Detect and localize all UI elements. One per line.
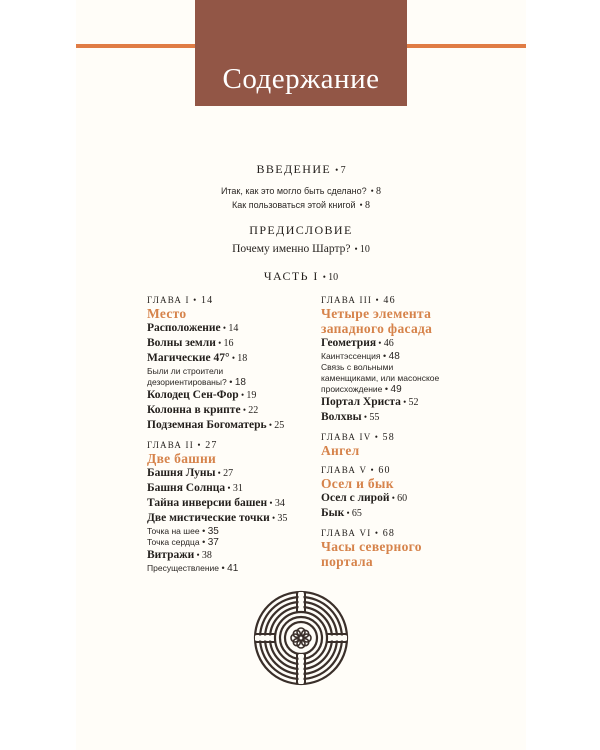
toc-subentry: Точка сердца • 37 (147, 537, 219, 548)
entry-label: Колодец Сен-Фор (147, 389, 239, 401)
entry-page: 49 (390, 384, 402, 395)
entry-page: 18 (237, 353, 248, 364)
chapter-page: 58 (382, 432, 395, 443)
chapter-number: ГЛАВА IV (321, 432, 372, 442)
toc-entry: Осел с лирой • 60 (321, 492, 408, 504)
entry-page: 34 (274, 498, 285, 509)
entry-label: Магические 47° (147, 352, 230, 364)
chapter-title: Четыре элемента западного фасада (321, 306, 433, 336)
chapter-title: Две башни (147, 451, 217, 466)
entry-label: дезориентированы? (147, 377, 227, 387)
entry-label: каменщиками, или масонское (321, 373, 440, 383)
entry-page: 48 (388, 351, 400, 362)
chapter-number: ГЛАВА II (147, 440, 194, 450)
entry-page: 65 (351, 508, 362, 519)
chapter-number: ГЛАВА III (321, 295, 373, 305)
preface-heading (76, 221, 526, 239)
toc-entry: Башня Солнца • 31 (147, 482, 243, 494)
chapter-title: Место (147, 306, 187, 321)
entry-label: Колонна в крипте (147, 404, 241, 416)
intro-heading: ВВЕДЕНИЕ • 7 (256, 162, 346, 176)
chapter-title: Часы северного портала (321, 539, 422, 569)
chapter-title: Ангел (321, 443, 360, 458)
chapter-number: ГЛАВА I (147, 295, 190, 305)
chapter-label: ГЛАВА II • 27 (147, 440, 218, 451)
entry-label: Башня Луны (147, 467, 216, 479)
toc-subentry (321, 362, 446, 373)
entry-page: 22 (248, 405, 259, 416)
entry-page: 41 (227, 563, 239, 574)
chapter-label: ГЛАВА I • 14 (147, 295, 214, 306)
toc-subentry: происхождение • 49 (321, 384, 402, 395)
entry-page: 60 (397, 493, 408, 504)
toc-entry: Волхвы • 55 (321, 411, 380, 423)
toc-entry: Колодец Сен-Фор • 19 (147, 389, 257, 401)
toc-entry: Подземная Богоматерь • 25 (147, 419, 285, 431)
entry-page: 52 (408, 397, 419, 408)
entry-label: Связь с вольными (321, 362, 394, 372)
toc-entry: Расположение • 14 (147, 322, 239, 334)
title-banner (195, 0, 407, 106)
chapter-page: 68 (382, 528, 396, 539)
entry-page: 19 (246, 390, 257, 401)
entry-label: Волны земли (147, 337, 216, 349)
toc-entry: Геометрия • 46 (321, 337, 394, 349)
toc-left-column (147, 295, 287, 574)
part-heading: ЧАСТЬ I • 10 (263, 269, 339, 283)
chapter-label: ГЛАВА V • 60 (321, 465, 391, 476)
intro-page: 7 (340, 165, 346, 176)
chapter-label: ГЛАВА VI • 68 (321, 528, 396, 539)
chapter-page: 27 (205, 440, 218, 451)
chapter-page: 14 (200, 295, 214, 306)
chapter-page: 60 (378, 465, 391, 476)
toc-entry: Тайна инверсии башен • 34 (147, 497, 285, 509)
preface-label: ПРЕДИСЛОВИЕ (249, 223, 353, 237)
entry-page: 46 (383, 338, 394, 349)
entry-page: 16 (223, 338, 234, 349)
entry-label: Пресуществление (147, 563, 220, 573)
preface-item: Почему именно Шартр? • 10 (232, 243, 370, 255)
chapter-number: ГЛАВА VI (321, 528, 372, 538)
entry-page: 31 (232, 483, 243, 494)
toc-subentry: Каинтэссенция • 48 (321, 351, 400, 362)
entry-page: 27 (223, 468, 234, 479)
entry-page: 37 (207, 537, 219, 548)
chapter-title: Осел и бык (321, 476, 394, 491)
entry-label: Витражи (147, 549, 195, 561)
toc-subentry: Точка на шее • 35 (147, 526, 219, 537)
entry-label: Бык (321, 507, 345, 519)
entry-page: 18 (234, 377, 246, 388)
toc-entry: Бык • 65 (321, 507, 362, 519)
toc-entry: Две мистические точки • 35 (147, 512, 288, 524)
entry-page: 25 (274, 420, 285, 431)
page-title: Содержание (222, 63, 380, 95)
entry-label: Геометрия (321, 337, 377, 349)
entry-label: Портал Христа (321, 396, 401, 408)
entry-label: Точка на шее (147, 526, 200, 536)
part-label: ЧАСТЬ I (263, 269, 319, 283)
intro-label: ВВЕДЕНИЕ (256, 162, 332, 176)
entry-page: 35 (207, 526, 219, 537)
toc-entry: Магические 47° • 18 (147, 352, 248, 364)
intro-item: Как пользоваться этой книгой • 8 (232, 200, 370, 211)
entry-page: 35 (277, 513, 288, 524)
toc-entry: Витражи • 38 (147, 549, 212, 561)
entry-page: 55 (369, 412, 380, 423)
chapter-page: 46 (383, 295, 396, 306)
entry-label: Были ли строители (147, 366, 224, 376)
entry-page: 38 (201, 550, 212, 561)
entry-label: Волхвы (321, 411, 362, 423)
toc-subentry: дезориентированы? • 18 (147, 377, 246, 388)
chapter-number: ГЛАВА V (321, 465, 368, 475)
intro-item: Итак, как это могло быть сделано? • 8 (220, 186, 382, 197)
entry-label: Осел с лирой (321, 492, 390, 504)
part-page: 10 (328, 272, 339, 283)
entry-label: Каинтэссенция (321, 351, 381, 361)
entry-label: происхождение (321, 384, 383, 394)
chapter-label: ГЛАВА IV • 58 (321, 432, 395, 443)
toc-subentry: Пресуществление • 41 (147, 563, 239, 574)
toc-subentry (147, 366, 287, 377)
entry-label: Башня Солнца (147, 482, 226, 494)
entry-label: Точка сердца (147, 537, 200, 547)
labyrinth-icon (251, 588, 351, 688)
toc-right-column (321, 295, 446, 569)
chapter-label: ГЛАВА III • 46 (321, 295, 396, 306)
entry-label: Расположение (147, 322, 221, 334)
entry-label: Подземная Богоматерь (147, 419, 267, 431)
toc-entry: Портал Христа • 52 (321, 396, 419, 408)
toc-entry: Волны земли • 16 (147, 337, 234, 349)
entry-label: Тайна инверсии башен (147, 497, 268, 509)
toc-entry: Башня Луны • 27 (147, 467, 234, 479)
entry-label: Две мистические точки (147, 512, 270, 524)
toc-entry: Колонна в крипте • 22 (147, 404, 259, 416)
entry-page: 14 (228, 323, 239, 334)
toc-subentry (321, 373, 446, 384)
